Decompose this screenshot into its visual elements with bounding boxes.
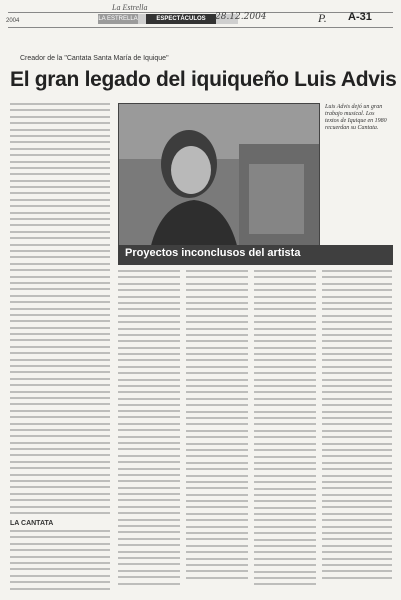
body-column-5 [322, 270, 392, 583]
handwritten-date: 28.12.2004 [215, 12, 267, 22]
article-headline: El gran legado del iquiqueño Luis Advis [10, 68, 397, 91]
inset-label: LA CANTATA [10, 520, 54, 527]
article-kicker: Creador de la "Cantata Santa María de Iquique" [20, 55, 169, 62]
body-column-4 [254, 270, 316, 430]
page-number: A-31 [348, 11, 372, 23]
portrait-photo [118, 103, 320, 255]
subheadline: Proyectos inconclusos del artista [125, 247, 301, 259]
issue-year: 2004 [6, 18, 20, 24]
body-column-4-lower [254, 430, 316, 590]
body-column-1 [10, 103, 110, 518]
section-small-label: LA ESTRELLA [98, 16, 138, 22]
masthead-brand: La Estrella [112, 3, 148, 12]
page-marker: P. [318, 11, 327, 25]
body-column-2-lower [118, 410, 180, 589]
photo-caption: Luis Advis dejó un gran trabajo musical. Los textos de Iquique en 1980 recuerdan su Cantata. [325, 104, 387, 131]
body-column-3 [186, 270, 248, 583]
body-column-2 [118, 270, 180, 411]
section-label: ESPECTÁCULOS [146, 14, 216, 24]
body-column-1-lower [10, 530, 110, 594]
